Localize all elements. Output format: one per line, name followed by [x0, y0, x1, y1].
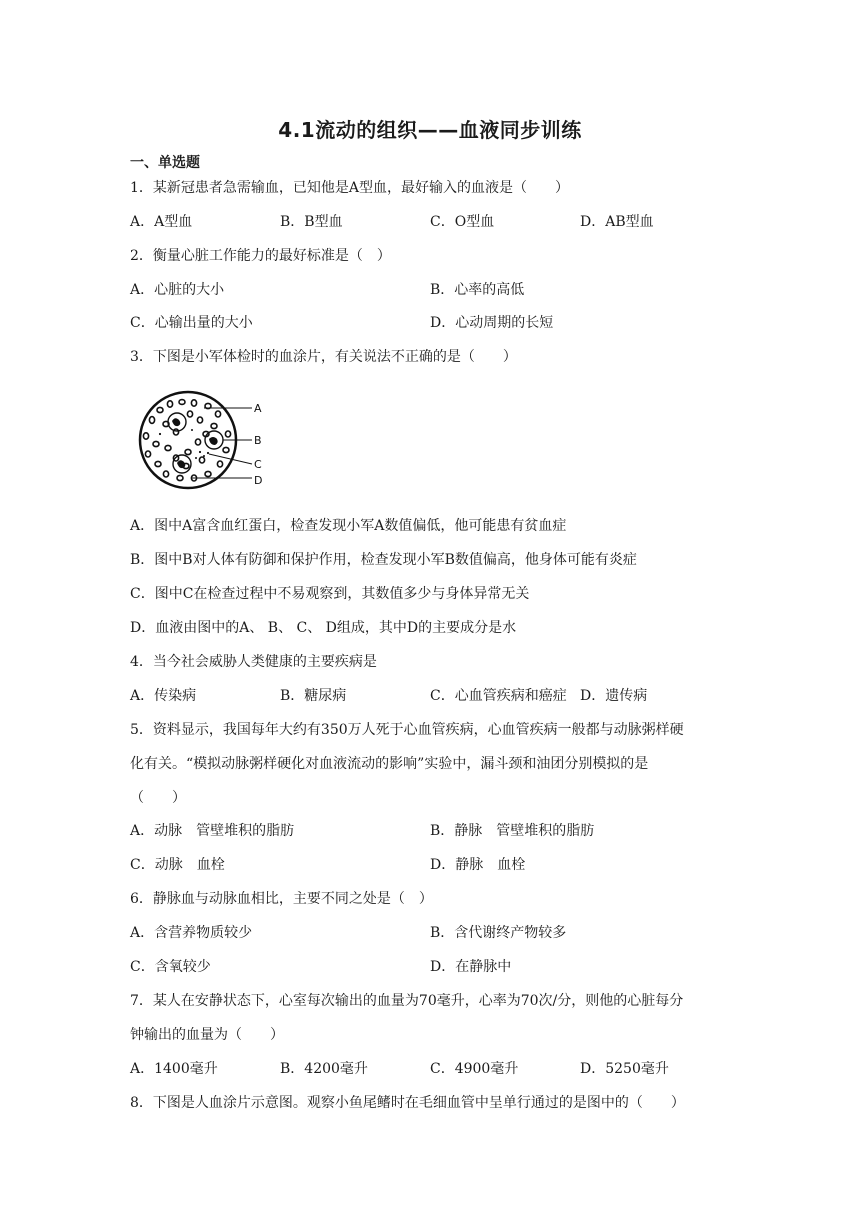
question-3-option-a[interactable]: A．图中A富含血红蛋白，检查发现小军A数值偏低，他可能患有贫血症: [130, 518, 567, 534]
question-2-option-b[interactable]: B．心率的高低: [430, 282, 525, 298]
question-1-option-b[interactable]: B．B型血: [280, 214, 343, 230]
question-3-option-d[interactable]: D．血液由图中的A、 B、 C、 D组成，其中D的主要成分是水: [130, 620, 517, 636]
question-1-option-a[interactable]: A．A型血: [130, 214, 193, 230]
question-6-option-c[interactable]: C．含氧较少: [130, 959, 211, 975]
blood-smear-figure: [130, 390, 270, 494]
question-6-option-b[interactable]: B．含代谢终产物较多: [430, 925, 567, 941]
question-3-option-b[interactable]: B．图中B对人体有防御和保护作用，检查发现小军B数值偏高，他身体可能有炎症: [130, 552, 637, 568]
question-4-option-c[interactable]: C．心血管疾病和癌症: [430, 688, 567, 704]
figure-label-a: A: [254, 402, 262, 415]
question-2-option-a[interactable]: A．心脏的大小: [130, 282, 225, 298]
figure-label-b: B: [254, 434, 262, 447]
question-7-stem-line-2: 钟输出的血量为（ ）: [130, 1027, 284, 1043]
question-1-stem: 1．某新冠患者急需输血，已知他是A型血，最好输入的血液是（ ）: [130, 180, 570, 196]
question-1-option-c[interactable]: C．O型血: [430, 214, 495, 230]
question-4-option-b[interactable]: B．糖尿病: [280, 688, 347, 704]
question-2-option-c[interactable]: C．心输出量的大小: [130, 315, 253, 331]
question-5-option-b[interactable]: B．静脉 管壁堆积的脂肪: [430, 823, 595, 839]
question-4-option-a[interactable]: A．传染病: [130, 688, 197, 704]
question-5-option-c[interactable]: C．动脉 血栓: [130, 857, 225, 873]
question-1-option-d[interactable]: D．AB型血: [580, 214, 654, 230]
question-5-option-a[interactable]: A．动脉 管壁堆积的脂肪: [130, 823, 295, 839]
figure-label-c: C: [254, 458, 262, 471]
question-7-option-b[interactable]: B．4200毫升: [280, 1061, 368, 1077]
question-7-option-a[interactable]: A．1400毫升: [130, 1061, 218, 1077]
question-4-stem: 4．当今社会威胁人类健康的主要疾病是: [130, 654, 377, 670]
question-7-stem-line-1: 7．某人在安静状态下，心室每次输出的血量为70毫升，心率为70次/分，则他的心脏每分: [130, 993, 684, 1009]
question-4-option-d[interactable]: D．遗传病: [580, 688, 648, 704]
question-5-option-d[interactable]: D．静脉 血栓: [430, 857, 526, 873]
question-3-option-c[interactable]: C．图中C在检查过程中不易观察到，其数值多少与身体异常无关: [130, 586, 530, 602]
page-title: 4.1流动的组织——血液同步训练: [278, 118, 582, 142]
question-5-stem-line-1: 5．资料显示，我国每年大约有350万人死于心血管疾病，心血管疾病一般都与动脉粥样硬: [130, 722, 684, 738]
section-heading: 一、单选题: [130, 155, 200, 171]
question-2-stem: 2．衡量心脏工作能力的最好标准是（ ）: [130, 248, 391, 264]
question-6-option-d[interactable]: D．在静脉中: [430, 959, 512, 975]
question-7-option-d[interactable]: D．5250毫升: [580, 1061, 669, 1077]
question-3-stem: 3．下图是小军体检时的血涂片，有关说法不正确的是（ ）: [130, 349, 517, 365]
question-6-stem: 6．静脉血与动脉血相比，主要不同之处是（ ）: [130, 891, 433, 907]
question-7-option-c[interactable]: C．4900毫升: [430, 1061, 519, 1077]
question-2-option-d[interactable]: D．心动周期的长短: [430, 315, 554, 331]
question-8-stem: 8．下图是人血涂片示意图。观察小鱼尾鳍时在毛细血管中呈单行通过的是图中的（ ）: [130, 1095, 685, 1111]
figure-label-d: D: [254, 474, 263, 487]
question-5-stem-line-2: 化有关。“模拟动脉粥样硬化对血液流动的影响”实验中，漏斗颈和油团分别模拟的是: [130, 756, 649, 772]
question-5-stem-line-3: （ ）: [130, 790, 186, 806]
question-6-option-a[interactable]: A．含营养物质较少: [130, 925, 253, 941]
